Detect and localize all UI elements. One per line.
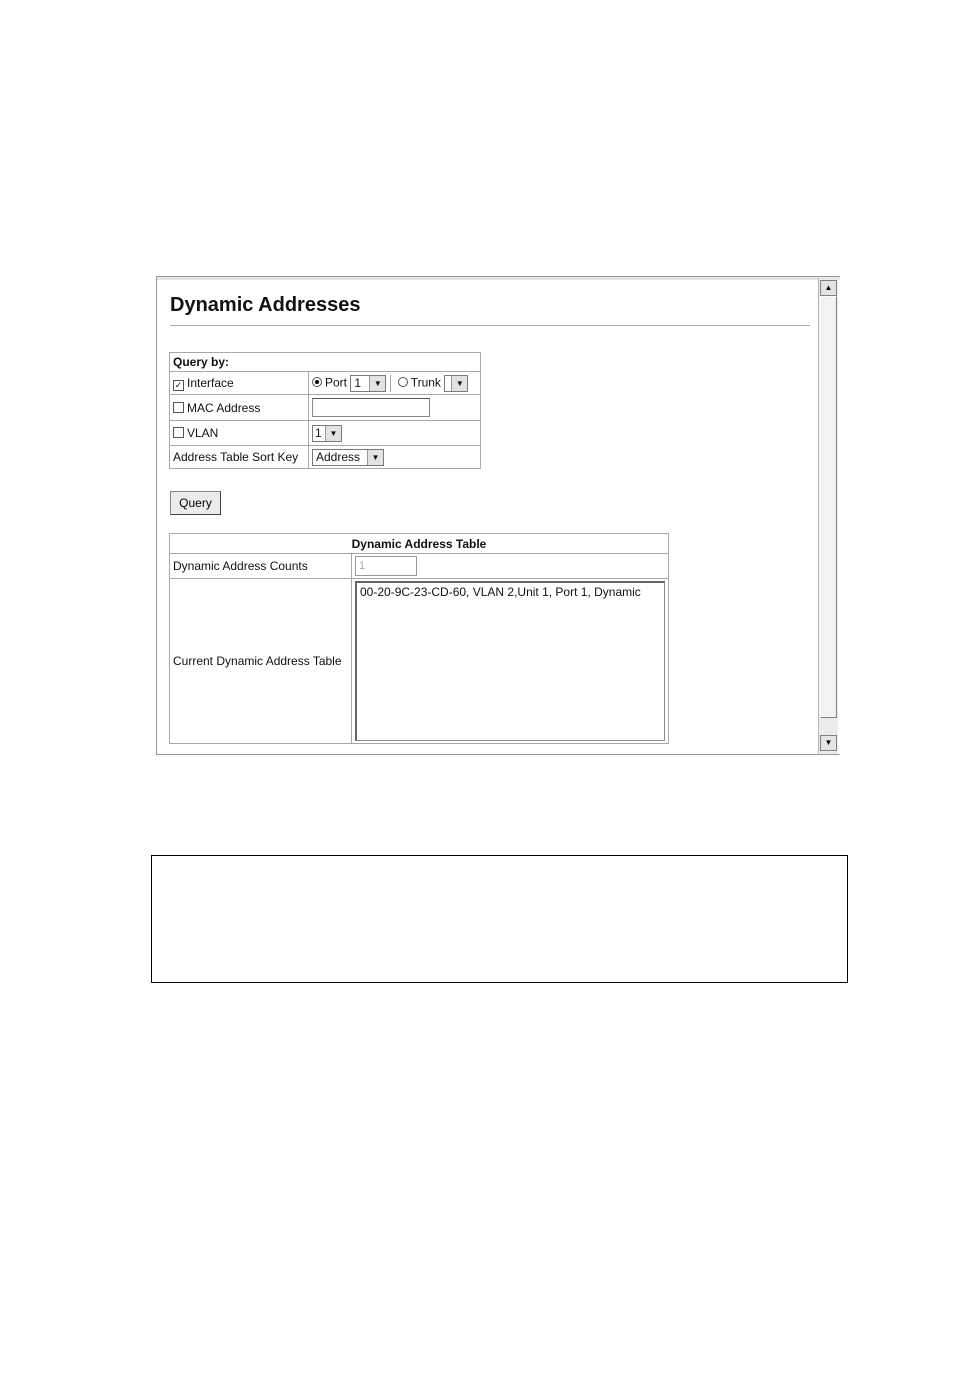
port-group <box>312 375 391 392</box>
list-item[interactable]: 00-20-9C-23-CD-60, VLAN 2,Unit 1, Port 1, Dynamic <box>360 585 641 599</box>
port-radio[interactable] <box>312 377 322 387</box>
dynamic-address-counts-label: Dynamic Address Counts <box>170 554 352 579</box>
dynamic-address-counts-field: 1 <box>355 556 417 576</box>
trunk-select[interactable] <box>444 375 468 392</box>
mac-address-label: MAC Address <box>187 400 261 415</box>
vlan-select[interactable] <box>312 425 342 442</box>
interface-option[interactable] <box>170 372 309 395</box>
sort-key-select-value: Address <box>316 450 361 464</box>
interface-label: Interface <box>187 375 234 390</box>
title-divider <box>170 325 810 326</box>
mac-address-option[interactable] <box>170 395 309 421</box>
chevron-down-icon: ▼ <box>367 450 383 465</box>
mac-address-value-cell <box>309 395 481 421</box>
dynamic-address-table <box>169 533 669 744</box>
mac-address-checkbox[interactable] <box>173 402 184 413</box>
interface-value-cell <box>309 372 481 395</box>
port-select-value: 1 <box>354 376 362 390</box>
vlan-checkbox[interactable] <box>173 427 184 438</box>
chevron-down-icon: ▼ <box>451 376 467 391</box>
sort-key-label: Address Table Sort Key <box>170 446 309 469</box>
trunk-radio[interactable] <box>398 377 408 387</box>
current-dynamic-address-table-cell <box>352 579 669 744</box>
vlan-label: VLAN <box>187 426 219 440</box>
sort-key-select[interactable] <box>312 449 384 466</box>
vertical-scrollbar[interactable] <box>818 278 838 754</box>
trunk-label: Trunk <box>410 375 441 390</box>
sort-key-value-cell <box>309 446 481 469</box>
scroll-thumb[interactable] <box>820 296 837 718</box>
current-dynamic-address-table-label: Current Dynamic Address Table <box>170 579 352 744</box>
query-form <box>169 352 481 469</box>
mac-address-input[interactable] <box>312 398 430 417</box>
chevron-down-icon: ▼ <box>325 426 341 441</box>
vlan-option[interactable] <box>170 421 309 446</box>
vlan-value-cell <box>309 421 481 446</box>
page-title: Dynamic Addresses <box>170 294 361 316</box>
interface-checkbox[interactable]: ✓ <box>174 379 183 390</box>
note-box <box>151 855 848 983</box>
dynamic-address-listbox[interactable] <box>355 581 665 741</box>
chevron-down-icon: ▼ <box>369 376 385 391</box>
query-by-header: Query by: <box>170 353 481 372</box>
dynamic-address-counts-cell <box>352 554 669 579</box>
dynamic-address-table-header: Dynamic Address Table <box>170 534 669 554</box>
scroll-up-arrow-icon[interactable]: ▲ <box>820 280 837 296</box>
port-label: Port <box>325 375 348 390</box>
vlan-select-value: 1 <box>315 426 322 440</box>
port-select[interactable] <box>350 375 386 392</box>
query-button[interactable]: Query <box>170 491 221 515</box>
scroll-down-arrow-icon[interactable]: ▼ <box>820 735 837 751</box>
frame-top-bevel <box>157 277 840 280</box>
